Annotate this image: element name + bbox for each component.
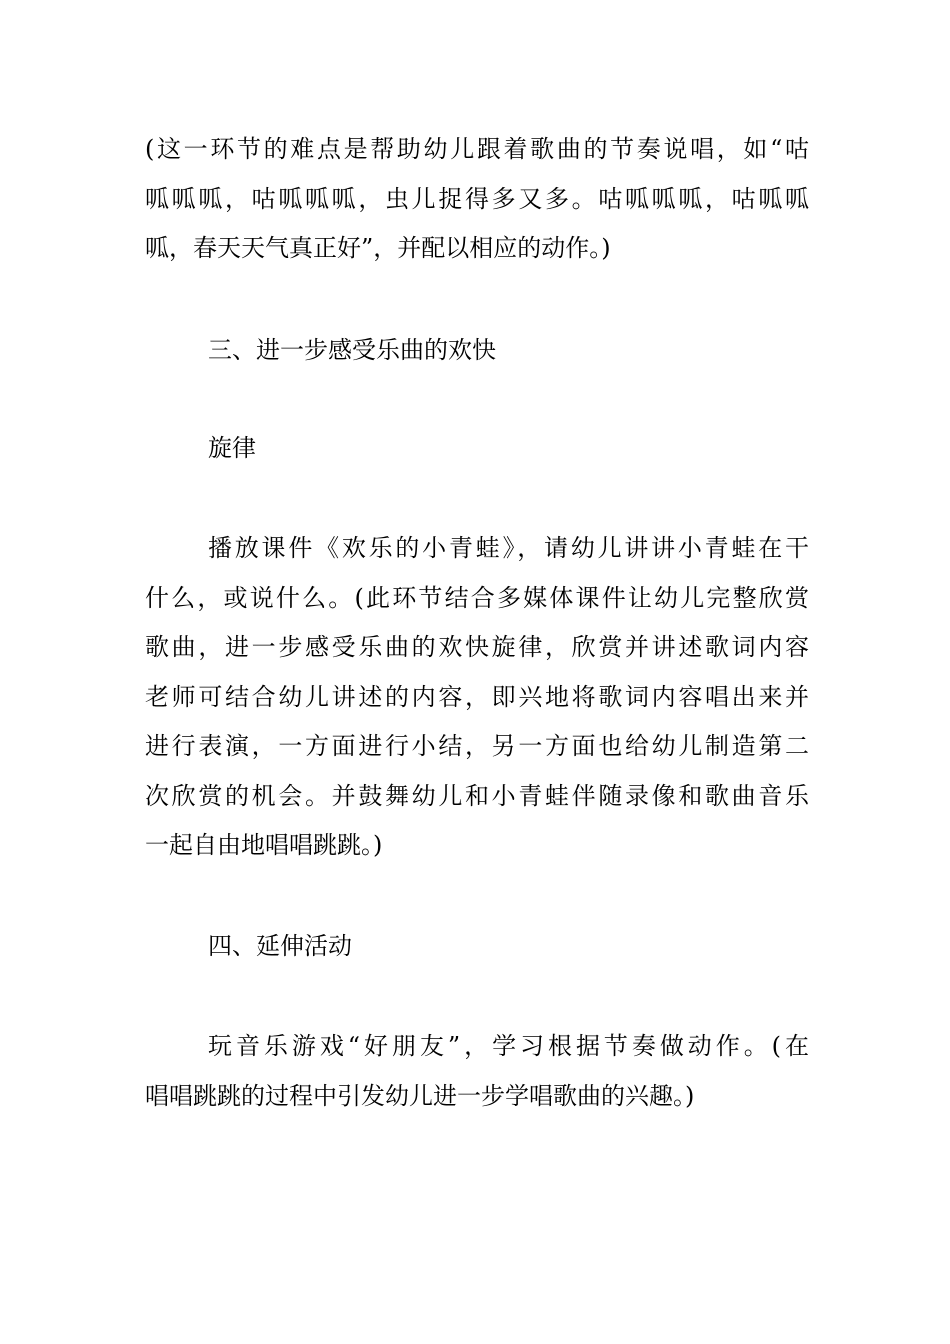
paragraph-music-game — [145, 1022, 809, 1121]
text-line: (这一环节的难点是帮助幼儿跟着歌曲的节奏说唱，如“咕 — [145, 135, 809, 163]
text-line: 什么，或说什么。(此环节结合多媒体课件让幼儿完整欣赏 — [145, 583, 809, 612]
section-heading-3: 三、进一步感受乐曲的欢快 — [208, 336, 496, 364]
section-heading-3-continued: 旋律 — [208, 434, 256, 462]
text-line: 播放课件《欢乐的小青蛙》，请幼儿讲讲小青蛙在干 — [208, 534, 809, 562]
text-line: 呱呱呱，咕呱呱呱，虫儿捉得多又多。咕呱呱呱，咕呱呱 — [145, 184, 809, 213]
paragraph-play-courseware — [145, 524, 809, 871]
text-line: 老师可结合幼儿讲述的内容，即兴地将歌词内容唱出来并 — [145, 682, 809, 711]
text-line: 次欣赏的机会。并鼓舞幼儿和小青蛙伴随录像和歌曲音乐 — [145, 781, 809, 810]
text-line: 歌曲，进一步感受乐曲的欢快旋律，欣赏并讲述歌词内容 — [145, 633, 809, 661]
text-line: 唱唱跳跳的过程中引发幼儿进一步学唱歌曲的兴趣。) — [145, 1081, 695, 1110]
text-line: 呱，春天天气真正好”，并配以相应的动作。) — [145, 234, 611, 262]
text-line: 进行表演，一方面进行小结，另一方面也给幼儿制造第二 — [145, 732, 809, 760]
section-heading-4: 四、延伸活动 — [208, 932, 352, 960]
text-line: 玩音乐游戏“好朋友”，学习根据节奏做动作。(在 — [208, 1032, 809, 1060]
paragraph-difficulty-note — [145, 125, 809, 274]
text-line: 一起自由地唱唱跳跳。) — [145, 831, 383, 859]
